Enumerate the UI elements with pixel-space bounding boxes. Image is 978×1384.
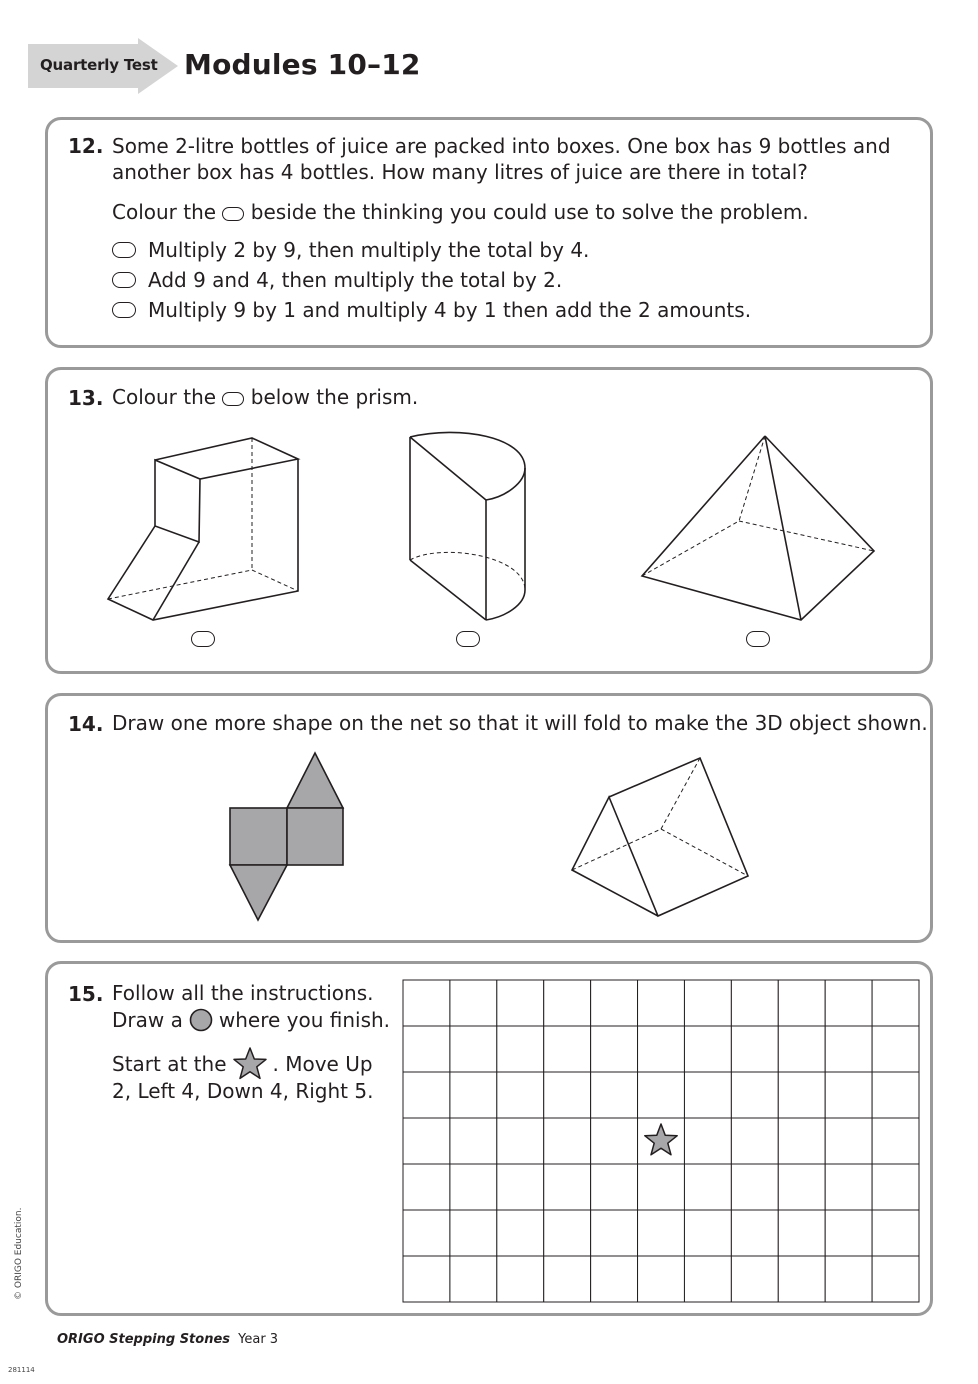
grid-cell[interactable] xyxy=(638,1164,685,1210)
question-number: 15. xyxy=(68,982,104,1006)
grid-cell[interactable] xyxy=(872,1164,919,1210)
grid-cell[interactable] xyxy=(497,980,544,1026)
instruction-line-3-post: . Move Up xyxy=(272,1052,373,1076)
header-tag-label: Quarterly Test xyxy=(40,56,158,74)
grid-cell[interactable] xyxy=(497,1256,544,1302)
grid-cell[interactable] xyxy=(638,1072,685,1118)
grid-cell[interactable] xyxy=(591,1072,638,1118)
grid-cell[interactable] xyxy=(544,1210,591,1256)
instruction-line-3 xyxy=(112,1046,373,1082)
grid-cell[interactable] xyxy=(778,1072,825,1118)
grid-cell[interactable] xyxy=(544,1072,591,1118)
grid-cell[interactable] xyxy=(825,1072,872,1118)
question-number: 12. xyxy=(68,134,104,158)
grid-cell[interactable] xyxy=(591,980,638,1026)
grid-cell[interactable] xyxy=(872,1118,919,1164)
grid-cell[interactable] xyxy=(825,1210,872,1256)
instruction-post: below the prism. xyxy=(250,385,419,409)
instruction-line-4: 2, Left 4, Down 4, Right 5. xyxy=(112,1079,374,1103)
instruction-line-2-pre: Draw a xyxy=(112,1008,183,1032)
grid-cell[interactable] xyxy=(591,1118,638,1164)
grid-cell[interactable] xyxy=(497,1164,544,1210)
grid-cell[interactable] xyxy=(825,1026,872,1072)
grid-cell[interactable] xyxy=(591,1256,638,1302)
grid-cell[interactable] xyxy=(638,1256,685,1302)
grid-cell[interactable] xyxy=(778,980,825,1026)
grid-cell[interactable] xyxy=(872,1210,919,1256)
grid-cell[interactable] xyxy=(403,1164,450,1210)
grid-cell[interactable] xyxy=(591,1164,638,1210)
grid-cell[interactable] xyxy=(403,1256,450,1302)
grid-cell[interactable] xyxy=(778,1026,825,1072)
oval-icon xyxy=(222,392,244,406)
half-cylinder-prism-figure xyxy=(400,425,540,625)
grid-cell[interactable] xyxy=(591,1210,638,1256)
question-number: 14. xyxy=(68,712,104,736)
grid-cell[interactable] xyxy=(403,980,450,1026)
grid-cell[interactable] xyxy=(825,1118,872,1164)
grid-cell[interactable] xyxy=(731,1026,778,1072)
grid-cell[interactable] xyxy=(497,1072,544,1118)
grid-cell[interactable] xyxy=(825,980,872,1026)
grid-cell[interactable] xyxy=(403,1026,450,1072)
grid-cell[interactable] xyxy=(450,980,497,1026)
answer-oval[interactable] xyxy=(112,302,136,318)
answer-oval-shape-3[interactable] xyxy=(746,631,770,647)
grid-cell[interactable] xyxy=(731,1256,778,1302)
star-icon xyxy=(231,1046,269,1082)
grid-cell[interactable] xyxy=(684,1026,731,1072)
grid-cell[interactable] xyxy=(638,980,685,1026)
option-label: Add 9 and 4, then multiply the total by 2. xyxy=(148,268,563,292)
square-pyramid-figure xyxy=(635,430,880,625)
instruction-pre: Colour the xyxy=(112,200,217,224)
grid-cell[interactable] xyxy=(638,1210,685,1256)
grid-cell[interactable] xyxy=(731,980,778,1026)
grid-cell[interactable] xyxy=(544,1026,591,1072)
shape-net-figure[interactable] xyxy=(225,748,350,926)
answer-oval[interactable] xyxy=(112,272,136,288)
question-14-box xyxy=(45,693,933,943)
grid-cell[interactable] xyxy=(778,1118,825,1164)
grid-cell[interactable] xyxy=(403,1118,450,1164)
document-code: 281114 xyxy=(8,1366,35,1374)
grid-cell[interactable] xyxy=(872,980,919,1026)
grid-cell[interactable] xyxy=(872,1072,919,1118)
footer-year: Year 3 xyxy=(238,1332,279,1347)
circle-icon xyxy=(189,1008,213,1032)
grid-cell[interactable] xyxy=(684,980,731,1026)
grid-cell[interactable] xyxy=(544,1118,591,1164)
instruction-line-1: Follow all the instructions. xyxy=(112,981,374,1005)
instruction-pre: Colour the xyxy=(112,385,217,409)
footer-brand-line xyxy=(57,1332,278,1347)
grid-cell[interactable] xyxy=(450,1026,497,1072)
option-label: Multiply 9 by 1 and multiply 4 by 1 then add the 2 amounts. xyxy=(148,298,752,322)
instruction-line-3-pre: Start at the xyxy=(112,1052,227,1076)
grid-cell[interactable] xyxy=(544,1256,591,1302)
option-3[interactable] xyxy=(112,297,751,323)
grid-cell[interactable] xyxy=(497,1210,544,1256)
answer-oval[interactable] xyxy=(112,242,136,258)
grid-cell[interactable] xyxy=(497,1118,544,1164)
grid-cell[interactable] xyxy=(872,1256,919,1302)
grid-cell[interactable] xyxy=(684,1164,731,1210)
option-2[interactable] xyxy=(112,267,562,293)
grid-cell[interactable] xyxy=(403,1072,450,1118)
instruction-post: beside the thinking you could use to solve the problem. xyxy=(250,200,809,224)
l-shaped-prism-figure xyxy=(100,430,310,625)
grid-cell[interactable] xyxy=(778,1210,825,1256)
grid-cell[interactable] xyxy=(731,1118,778,1164)
question-text-line-1: Some 2-litre bottles of juice are packed into boxes. One box has 9 bottles and xyxy=(112,134,891,158)
instruction-line-2 xyxy=(112,1007,390,1033)
grid-cell[interactable] xyxy=(778,1164,825,1210)
question-text: Draw one more shape on the net so that it will fold to make the 3D object shown. xyxy=(112,711,928,735)
grid-cell[interactable] xyxy=(450,1118,497,1164)
grid-cell[interactable] xyxy=(731,1164,778,1210)
question-number: 13. xyxy=(68,386,104,410)
grid-cell[interactable] xyxy=(778,1256,825,1302)
grid-cell[interactable] xyxy=(591,1026,638,1072)
grid-cell[interactable] xyxy=(450,1210,497,1256)
grid-cell[interactable] xyxy=(731,1072,778,1118)
grid-cell[interactable] xyxy=(544,1164,591,1210)
grid-cell[interactable] xyxy=(450,1072,497,1118)
grid-cell[interactable] xyxy=(731,1210,778,1256)
oval-icon xyxy=(222,207,244,221)
grid-cell[interactable] xyxy=(497,1026,544,1072)
triangular-prism-figure xyxy=(565,750,755,925)
movement-grid[interactable] xyxy=(402,979,920,1303)
grid-cell[interactable] xyxy=(872,1026,919,1072)
grid-cell[interactable] xyxy=(825,1256,872,1302)
grid-cell[interactable] xyxy=(403,1210,450,1256)
grid-cell[interactable] xyxy=(450,1256,497,1302)
question-text-line-2: another box has 4 bottles. How many litres of juice are there in total? xyxy=(112,160,808,184)
option-label: Multiply 2 by 9, then multiply the total by 4. xyxy=(148,238,590,262)
option-1[interactable] xyxy=(112,237,589,263)
grid-cell[interactable] xyxy=(638,1026,685,1072)
footer-brand: ORIGO Stepping Stones xyxy=(57,1332,231,1347)
instruction-line-2-post: where you finish. xyxy=(218,1008,391,1032)
answer-oval-shape-1[interactable] xyxy=(191,631,215,647)
grid-cell[interactable] xyxy=(544,980,591,1026)
instruction xyxy=(112,384,418,410)
grid-cell[interactable] xyxy=(825,1164,872,1210)
answer-oval-shape-2[interactable] xyxy=(456,631,480,647)
instruction xyxy=(112,199,809,225)
grid-cell[interactable] xyxy=(450,1164,497,1210)
grid-cell[interactable] xyxy=(684,1072,731,1118)
grid-cell[interactable] xyxy=(684,1256,731,1302)
page-title: Modules 10–12 xyxy=(184,48,421,81)
copyright-notice: © ORIGO Education. xyxy=(14,1207,24,1300)
grid-cell[interactable] xyxy=(684,1210,731,1256)
grid-cell[interactable] xyxy=(684,1118,731,1164)
